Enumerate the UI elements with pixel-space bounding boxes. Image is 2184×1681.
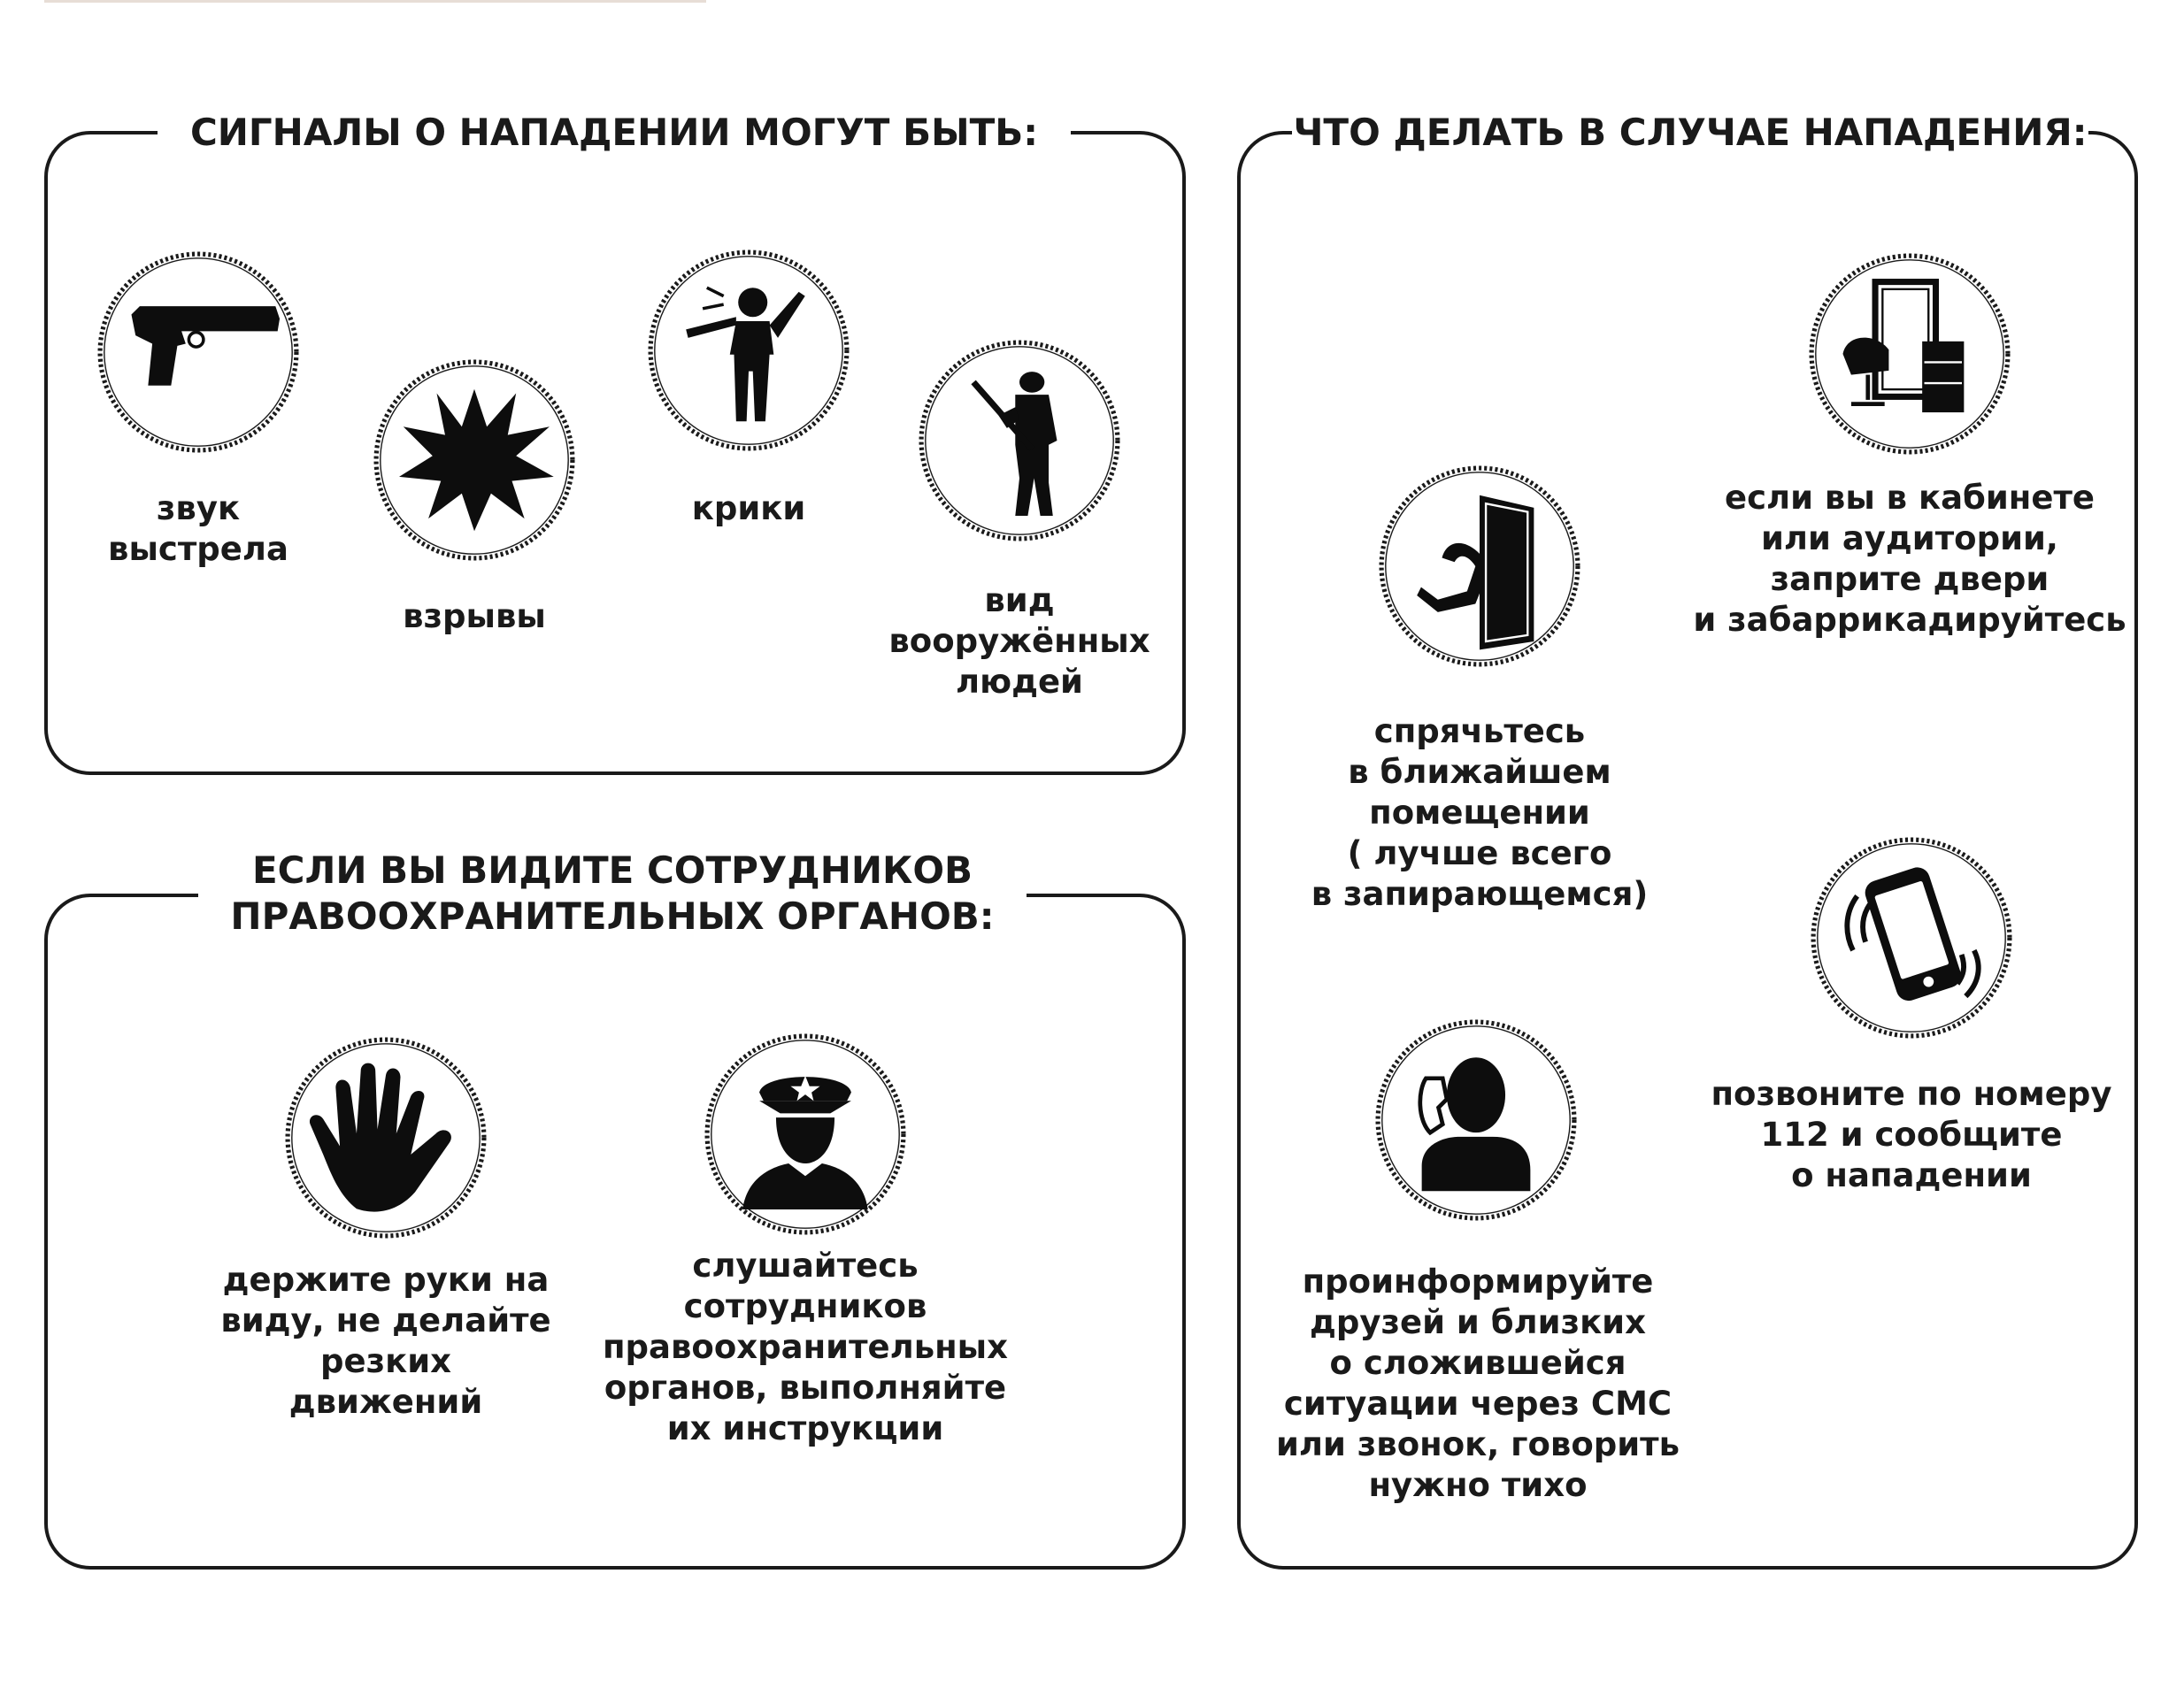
police-label-obey: слушайтесь сотрудников правоохранительных органов, выполняйте их инструкции [602, 1247, 1008, 1447]
signal-label-explosions: взрывы [403, 597, 546, 635]
actions-panel-title: ЧТО ДЕЛАТЬ В СЛУЧАЕ НАПАДЕНИЯ: [1293, 111, 2088, 154]
action-label-call-112: позвоните по номеру 112 и сообщите о нападении [1711, 1075, 2112, 1194]
police-label-hands-visible: держите руки на виду, не делайте резких движений [220, 1261, 551, 1421]
hide-door-icon [1375, 462, 1584, 671]
action-label-barricade: если вы в кабинете или аудитории, заприте двери и забаррикадируйтесь [1693, 479, 2126, 639]
action-label-inform: проинформируйте друзей и близких о сложившейся ситуации через СМС или звонок, говорить нужно тихо [1275, 1263, 1680, 1504]
signal-label-armed-people: вид вооружённых людей [888, 581, 1150, 701]
person-on-phone-icon [1372, 1016, 1580, 1224]
explosion-icon [370, 356, 579, 564]
police-officer-icon [701, 1030, 910, 1239]
top-divider-line [44, 0, 706, 3]
pistol-icon [94, 248, 303, 457]
action-label-hide: спрячьтесь в ближайшем помещении ( лучше всего в запирающемся) [1311, 712, 1649, 913]
signal-label-screams: крики [691, 489, 806, 527]
ringing-phone-icon [1807, 833, 2016, 1042]
armed-soldier-icon [915, 336, 1124, 545]
police-panel-title: ЕСЛИ ВЫ ВИДИТЕ СОТРУДНИКОВ ПРАВООХРАНИТЕЛЬНЫХ ОРГАНОВ: [198, 848, 1027, 940]
signal-label-gunshot: звук выстрела [108, 489, 288, 568]
signals-panel-title: СИГНАЛЫ О НАПАДЕНИИ МОГУТ БЫТЬ: [158, 110, 1071, 156]
open-hand-icon [281, 1033, 490, 1242]
police-panel [44, 894, 1186, 1570]
shouting-person-icon [644, 246, 853, 455]
barricade-door-icon [1805, 249, 2014, 458]
